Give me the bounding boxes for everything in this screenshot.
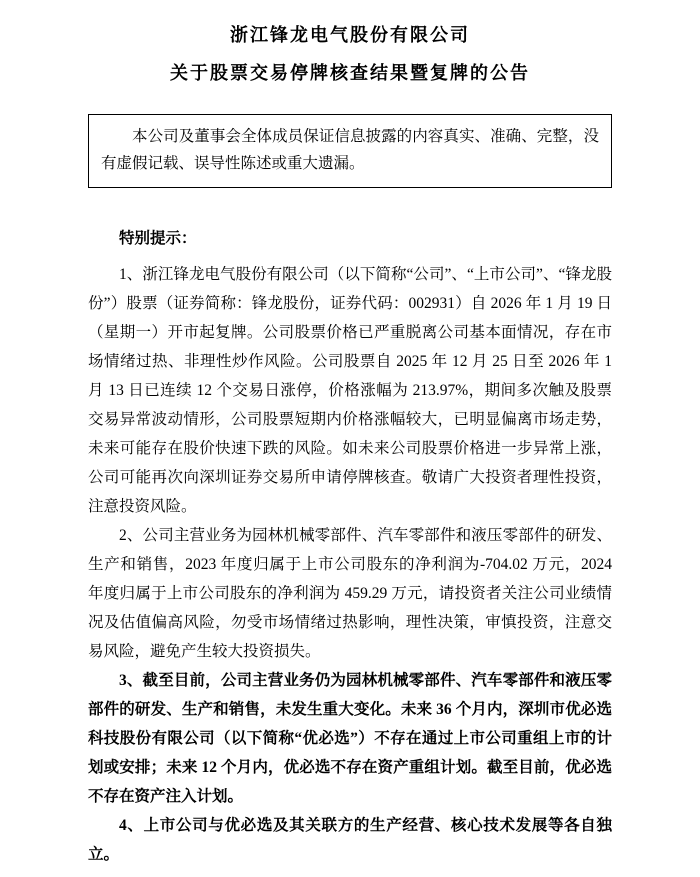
company-name-title: 浙江锋龙电气股份有限公司: [230, 25, 470, 45]
body-paragraph-4: 4、上市公司与优必选及其关联方的生产经营、核心技术发展等各自独立。: [88, 817, 612, 863]
disclaimer-box: [88, 114, 612, 188]
body-paragraph-3: 3、截至目前，公司主营业务仍为园林机械零部件、汽车零部件和液压零部件的研发、生产和销售，未发生重大变化。未来 36 个月内，深圳市优必选科技股份有限公司（以下简称“优必选”）不存在通过上市公司重组上市的计划或安排；未来 12 个月内，优必选不存在资产重组计划。截至目前，优必选不存在资产注入计划。: [88, 672, 612, 805]
announcement-title: 关于股票交易停牌核查结果暨复牌的公告: [170, 63, 530, 83]
body-paragraph-2: 2、公司主营业务为园林机械零部件、汽车零部件和液压零部件的研发、生产和销售，2023 年度归属于上市公司股东的净利润为-704.02 万元，2024 年度归属于上市公司股东的净利润为 459.29 万元，请投资者关注公司业绩情况及估值偏高风险，勿受市场情绪过热影响，理性决策，审慎投资，注意交易风险，避免产生较大投资损失。: [88, 527, 612, 660]
disclaimer-text: 本公司及董事会全体成员保证信息披露的内容真实、准确、完整，没有虚假记载、误导性陈述或重大遗漏。: [101, 128, 599, 172]
special-notice-heading: 特别提示：: [119, 230, 197, 247]
body-paragraph-1: 1、浙江锋龙电气股份有限公司（以下简称“公司”、“上市公司”、“锋龙股份”）股票（证券简称：锋龙股份，证券代码：002931）自 2026 年 1 月 19 日（星期一）开市起复牌。公司股票价格已严重脱离公司基本面情况，存在市场情绪过热、非理性炒作风险。公司股票自 2025 年 12 月 25 日至 2026 年 1 月 13 日已连续 12 个交易日涨停，价格涨幅为 213.97%，期间多次触及股票交易异常波动情形，公司股票短期内价格涨幅较大，已明显偏离市场走势，未来可能存在股价快速下跌的风险。如未来公司股票价格进一步异常上涨，公司可能再次向深圳证券交易所申请停牌核查。敬请广大投资者理性投资，注意投资风险。: [88, 266, 612, 515]
